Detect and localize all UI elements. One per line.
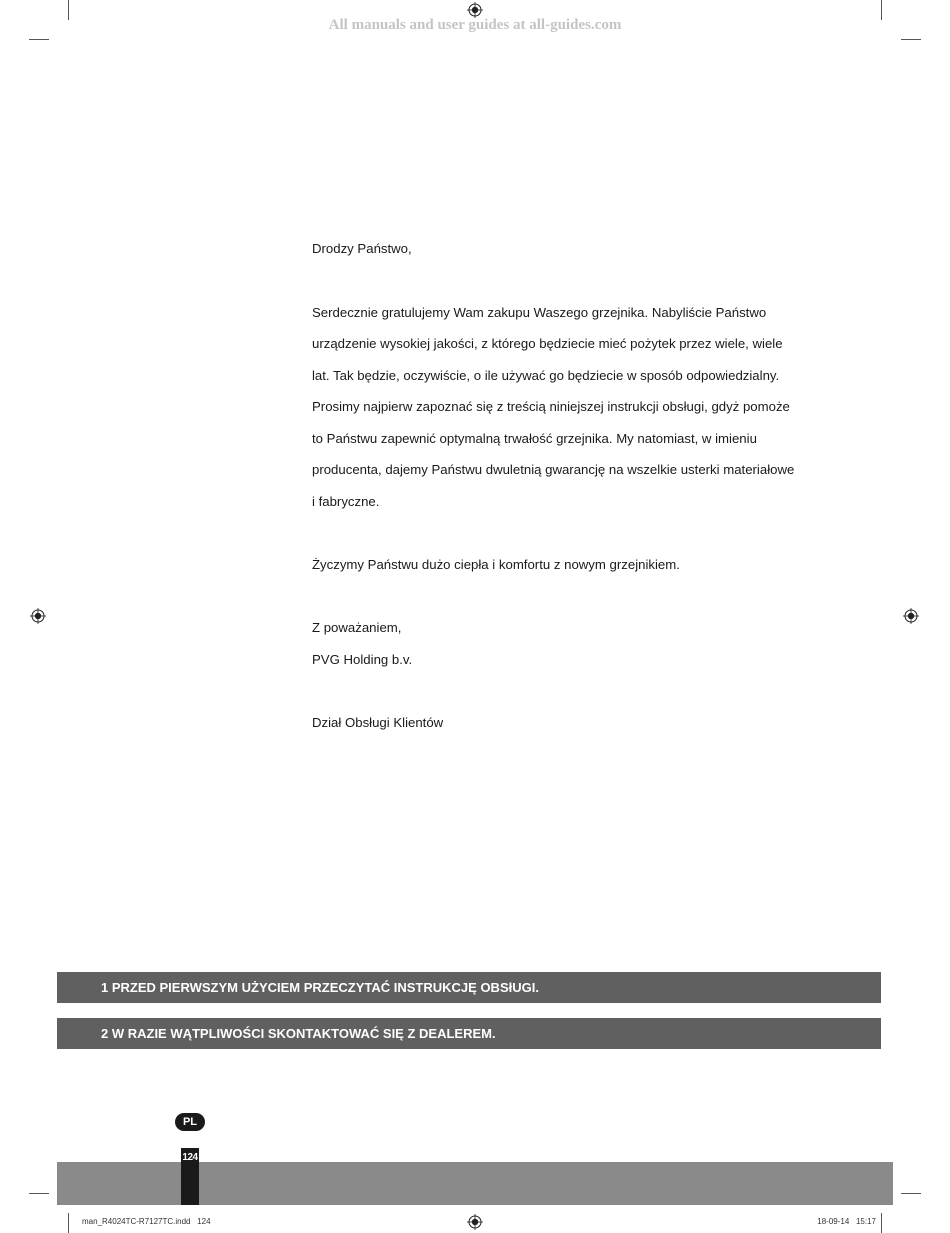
letter-body-line: Prosimy najpierw zapoznać się z treścią niniejszej instrukcji obsługi, gdyż pomoże <box>312 399 790 414</box>
crop-mark <box>29 1193 49 1194</box>
letter-body-line: Serdecznie gratulujemy Wam zakupu Waszego grzejnika. Nabyliście Państwo <box>312 305 767 320</box>
crop-mark <box>881 1213 882 1233</box>
letter-wish: Życzymy Państwu dużo ciepła i komfortu z nowym grzejnikiem. <box>312 557 680 572</box>
language-badge: PL <box>175 1113 205 1131</box>
letter-body-line: i fabryczne. <box>312 494 380 509</box>
letter-department: Dział Obsługi Klientów <box>312 715 444 730</box>
watermark: All manuals and user guides at all-guides.com <box>328 17 622 33</box>
registration-mark-icon <box>30 608 46 624</box>
slug-file: man_R4024TC-R7127TC.indd 124 <box>82 1217 211 1226</box>
letter-body-line: to Państwu zapewnić optymalną trwałość grzejnika. My natomiast, w imieniu <box>312 431 757 446</box>
letter-body-line: urządzenie wysokiej jakości, z którego będziecie mieć pożytek przez wiele, wiele <box>312 336 783 351</box>
letter-greeting: Drodzy Państwo, <box>312 241 412 256</box>
registration-mark-icon <box>467 2 483 18</box>
registration-mark-icon <box>903 608 919 624</box>
crop-mark <box>901 39 921 40</box>
page-number: 124 <box>181 1148 199 1205</box>
crop-mark <box>901 1193 921 1194</box>
slug-date: 18-09-14 15:17 <box>817 1217 876 1226</box>
registration-mark-icon <box>467 1214 483 1230</box>
crop-mark <box>68 1213 69 1233</box>
letter-closing: Z poważaniem, <box>312 620 402 635</box>
letter-company: PVG Holding b.v. <box>312 652 413 667</box>
notice-bar: 1 PRZED PIERWSZYM UŻYCIEM PRZECZYTAĆ INSTRUKCJĘ OBSłUGI. <box>57 972 881 1003</box>
crop-mark <box>29 39 49 40</box>
letter-body-line: producenta, dajemy Państwu dwuletnią gwarancję na wszelkie usterki materiałowe <box>312 462 795 477</box>
notice-bar: 2 W RAZIE WĄTPLIWOŚCI SKONTAKTOWAĆ SIĘ Z DEALEREM. <box>57 1018 881 1049</box>
letter-body-line: lat. Tak będzie, oczywiście, o ile używać go będziecie w sposób odpowiedzialny. <box>312 368 780 383</box>
